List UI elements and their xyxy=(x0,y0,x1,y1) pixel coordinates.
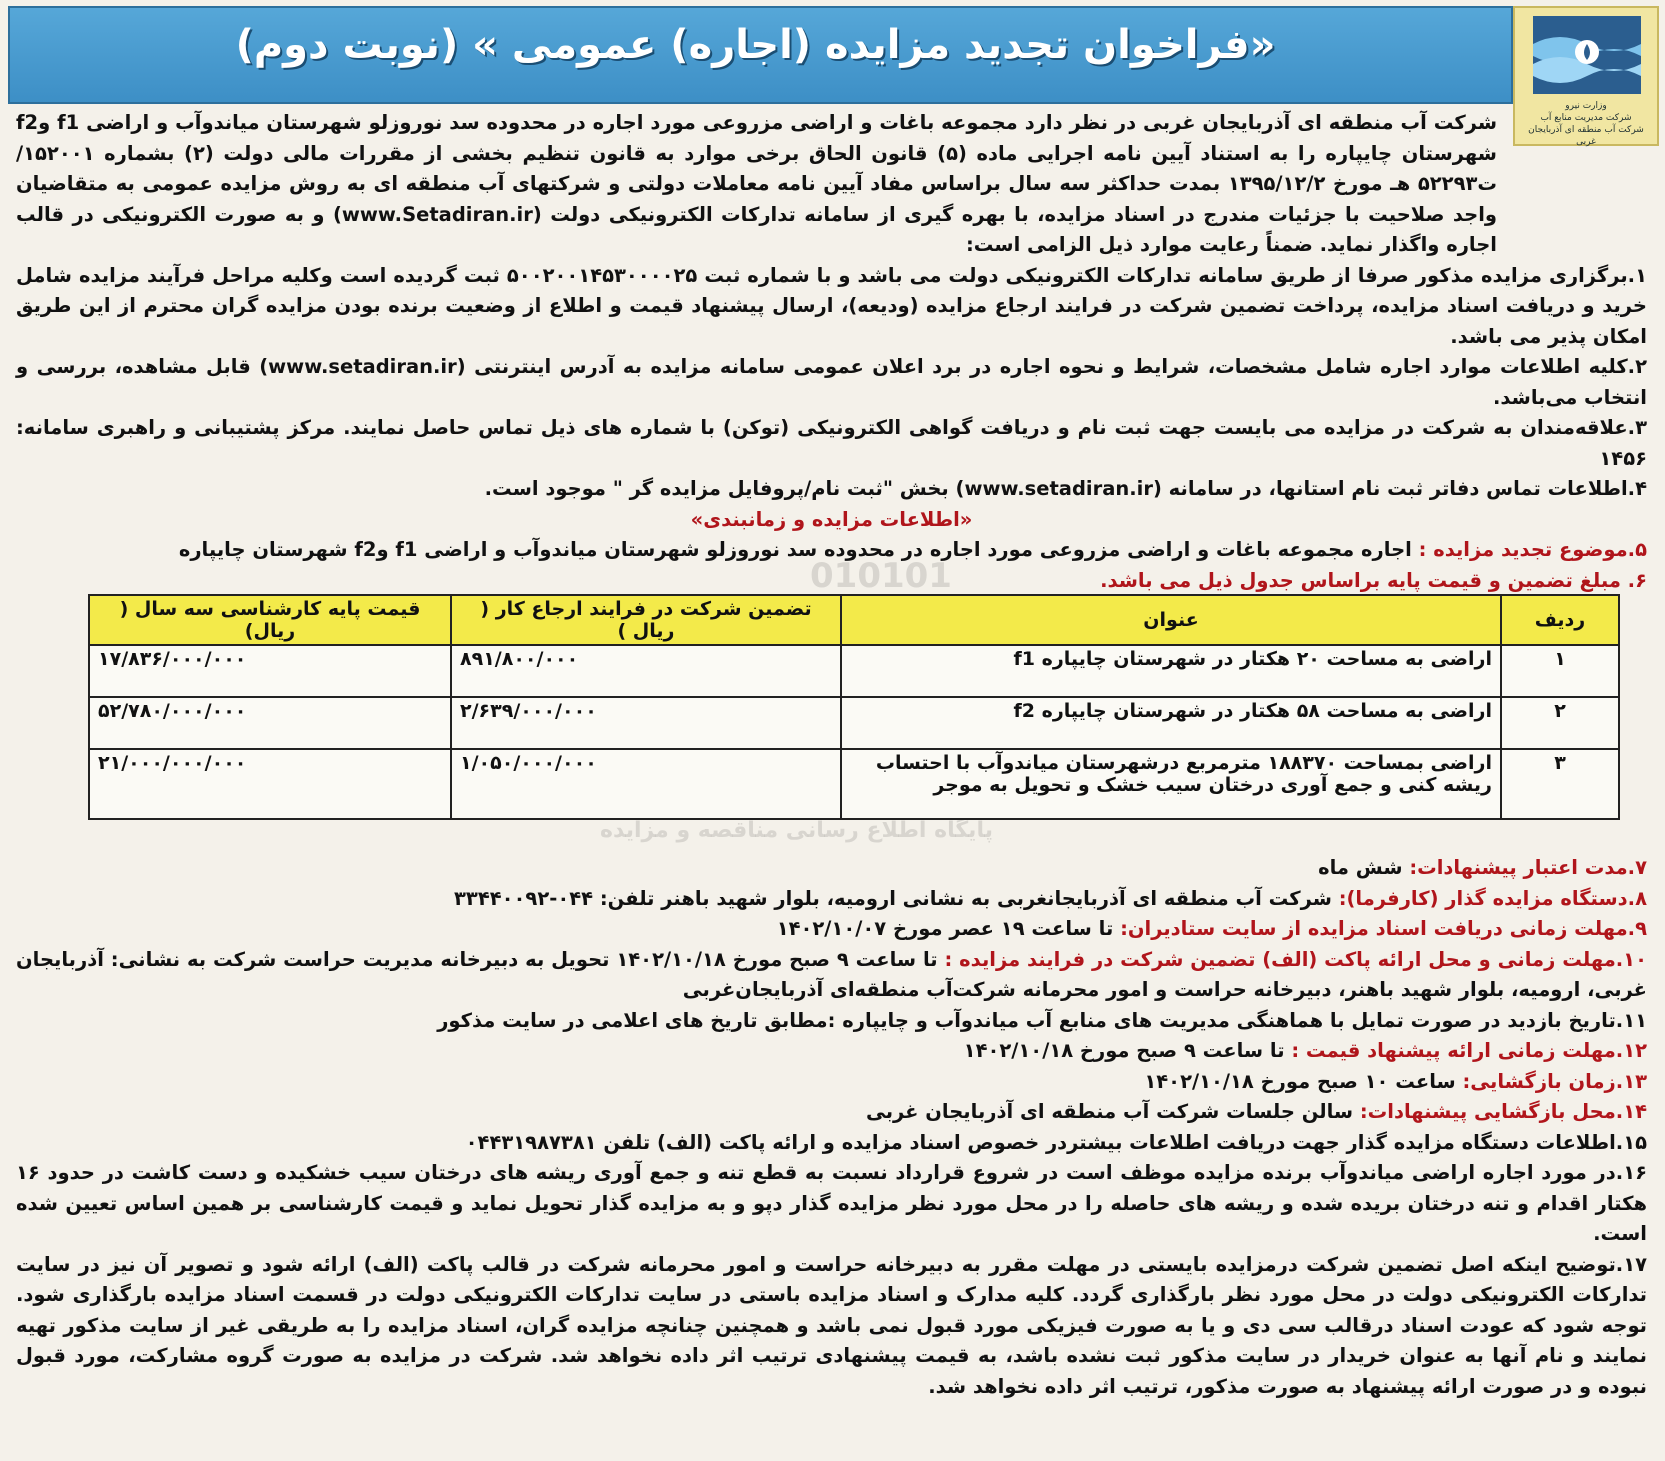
detail-item xyxy=(16,1036,1647,1067)
row-title: اراضی بمساحت ۱۸۸۳۷۰ مترمربع درشهرستان میاندوآب با احتساب ریشه کنی و جمع آوری درختان سیب خشک و تحویل به موجر xyxy=(841,749,1501,819)
row-base-price: ۱۷/۸۳۶/۰۰۰/۰۰۰ xyxy=(89,645,451,697)
detail-item xyxy=(16,1250,1647,1403)
water-logo-icon xyxy=(1533,16,1641,94)
item-6 xyxy=(16,566,1647,597)
detail-value: تا ساعت ۹ صبح مورخ ۱۴۰۲/۱۰/۱۸ xyxy=(963,1039,1292,1062)
detail-item xyxy=(16,884,1647,915)
detail-item xyxy=(16,1128,1647,1159)
header-banner xyxy=(8,6,1513,104)
detail-value: شرکت آب منطقه ای آذربایجانغربی به نشانی ارومیه، بلوار شهید باهنر تلفن: ۰۴۴-۳۳۴۴۰۰۹۲ xyxy=(454,886,1339,910)
section-title: «اطلاعات مزایده و زمانبندی» xyxy=(690,507,973,531)
details-list xyxy=(16,853,1647,1402)
detail-label: ۷.مدت اعتبار پیشنهادات: xyxy=(1409,856,1647,879)
detail-item xyxy=(16,1097,1647,1128)
detail-label: ۸.دستگاه مزایده گذار (کارفرما): xyxy=(1338,886,1647,910)
row-deposit: ۲/۶۳۹/۰۰۰/۰۰۰ xyxy=(451,697,841,749)
row-deposit: ۱/۰۵۰/۰۰۰/۰۰۰ xyxy=(451,749,841,819)
detail-value: ۱۱.تاریخ بازدید در صورت تمایل با هماهنگی مدیریت های منابع آب میاندوآب و چایپاره :مطابق تاریخ های اعلامی در سایت مذکور xyxy=(437,1008,1647,1032)
table-row xyxy=(89,645,1619,697)
col-header-base-price: قیمت پایه کارشناسی سه سال ( ریال) xyxy=(89,595,451,645)
rule-item: ۳.علاقه‌مندان به شرکت در مزایده می بایست جهت ثبت نام و دریافت گواهی الکترونیکی (توکن) با شماره های ذیل تماس حاصل نمایند. مرکز پشتیبانی و راهبری سامانه: ۱۴۵۶ xyxy=(16,416,1647,470)
intro-paragraph xyxy=(16,108,1647,261)
detail-value: ۱۵.اطلاعات دستگاه مزایده گذار جهت دریافت اطلاعات بیشتردر خصوص اسناد مزایده و ارائه پاکت (الف) تلفن ۰۴۴۳۱۹۸۷۳۸۱ xyxy=(465,1130,1647,1154)
row-number: ۳ xyxy=(1501,749,1619,819)
col-header-row-number: ردیف xyxy=(1501,595,1619,645)
detail-item xyxy=(16,1006,1647,1037)
company-name: شرکت آب منطقه ای آذربایجان غربی در نظر دارد xyxy=(1024,111,1497,134)
watermark-number: 010101 xyxy=(810,556,952,596)
detail-item xyxy=(16,1158,1647,1250)
detail-item xyxy=(16,945,1647,1006)
pricing-table xyxy=(90,594,1620,820)
detail-value: سالن جلسات شرکت آب منطقه ای آذربایجان غربی xyxy=(866,1100,1360,1123)
row-title: اراضی به مساحت ۲۰ هکتار در شهرستان چایپاره f1 xyxy=(841,645,1501,697)
table-row xyxy=(89,749,1619,819)
row-base-price: ۲۱/۰۰۰/۰۰۰/۰۰۰ xyxy=(89,749,451,819)
detail-label: ۱۲.مهلت زمانی ارائه پیشنهاد قیمت : xyxy=(1291,1039,1647,1062)
rule-item: ۱.برگزاری مزایده مذکور صرفا از طریق سامانه تدارکات الکترونیکی دولت می باشد و با شماره ثبت ۵۰۰۲۰۰۱۴۵۳۰۰۰۰۲۵ ثبت گردیده است وکلیه مراحل فرآیند مزایده شامل خرید و دریافت اسناد مزایده، پرداخت تضمین شرکت در فرایند ارجاع مزایده (ودیعه)، ارسال پیشنهاد قیمت و اطلاع از وضعیت برنده بودن مزایده گران محترم از این طریق امکان پذیر می باشد. xyxy=(16,263,1647,348)
detail-label: ۱۰.مهلت زمانی و محل ارائه پاکت (الف) تضمین شرکت در فرایند مزایده : xyxy=(944,947,1647,971)
rule-item: ۴.اطلاعات تماس دفاتر ثبت نام استانها، در سامانه (www.setadiran.ir) بخش "ثبت نام/پروفایل مزایده گر " موجود است. xyxy=(484,477,1647,500)
detail-value: ۱۷.توضیح اینکه اصل تضمین شرکت درمزایده بایستی در مهلت مقرر به دبیرخانه حراست و امور محرمانه شرکت در قالب پاکت (الف) ارائه شود و تصویر آن نیز در سایت تدارکات الکترونیکی دولت در محل مورد نظر بارگذاری گردد. کلیه مدارک و اسناد مزایده باستی در سایت تدارکات الکترونیکی دولت در قسمت اسناد مزایده بارگذاری شود. توجه شود که عودت اسناد درقالب سی دی و یا به صورت فیزیکی مورد قبول نمی باشد و همچنین چنانچه مزایده گران، اسناد مزایده را به طریقی غیر از سایت مذکور تهیه نمایند و نام آنها به عنوان خریدار در سایت مذکور ثبت نشده باشد، به قیمت پیشنهادی ترتیب اثر داده نخواهد شد. شرکت در مزایده به صورت گروه مشارکت، مورد قبول نبوده و در صورت ارائه پیشنهاد به صورت مذکور، ترتیب اثر داده نخواهد شد. xyxy=(16,1252,1647,1398)
notice-title: «فراخوان تجدید مزایده (اجاره) عمومی » (نوبت دوم) xyxy=(235,22,1276,68)
row-number: ۲ xyxy=(1501,697,1619,749)
detail-value: تا ساعت ۹ صبح مورخ ۱۴۰۲/۱۰/۱۸ تحویل به دبیرخانه مدیریت حراست شرکت به نشانی: آذربایجان غربی، ارومیه، بلوار شهید باهنر، دبیرخانه حراست و امور محرمانه شرکت‌آب منطقه‌ای آذربایجان‌غربی xyxy=(16,947,1647,1001)
item-6-label: ۶. مبلغ تضمین و قیمت پایه براساس جدول ذیل می باشد. xyxy=(1100,568,1647,592)
rule-item: ۲.کلیه اطلاعات موارد اجاره شامل مشخصات، شرایط و نحوه اجاره در برد اعلان عمومی سامانه مزایده به آدرس اینترنتی (www.setadiran.ir) قابل مشاهده، بررسی و انتخاب می‌باشد. xyxy=(16,355,1647,409)
item-5-value: اجاره مجموعه باغات و اراضی مزروعی مورد اجاره در محدوده سد نوروزلو شهرستان میاندوآب و اراضی f1 وf2 شهرستان چایپاره xyxy=(178,538,1412,561)
logo-text: وزارت نیرو شرکت مدیریت منابع آب شرکت آب منطقه ای آذربایجان غربی xyxy=(1528,101,1644,147)
detail-value: شش ماه xyxy=(1318,856,1410,879)
detail-item xyxy=(16,914,1647,945)
table-row xyxy=(89,697,1619,749)
table-header-row xyxy=(89,595,1619,645)
detail-value: ساعت ۱۰ صبح مورخ ۱۴۰۲/۱۰/۱۸ xyxy=(1144,1069,1463,1093)
detail-value: تا ساعت ۱۹ عصر مورخ ۱۴۰۲/۱۰/۰۷ xyxy=(776,917,1121,940)
row-base-price: ۵۲/۷۸۰/۰۰۰/۰۰۰ xyxy=(89,697,451,749)
detail-label: ۱۴.محل بازگشایی پیشنهادات: xyxy=(1359,1100,1647,1123)
item-5 xyxy=(16,535,1647,566)
row-deposit: ۸۹۱/۸۰۰/۰۰۰ xyxy=(451,645,841,697)
detail-value: ۱۶.در مورد اجاره اراضی میاندوآب برنده مزایده موظف است در شروع قرارداد نسبت به قطع تنه و جمع آوری ریشه های درختان سیب خشکیده و دست کاشت در حدود ۱۶ هکتار اقدام و تنه درختان بریده شده و ریشه های حاصله را در محل مورد نظر مزایده گذار دپو و به مزایده گذار تحویل نماید و قیمت کارشناسی بر همین اساس تعیین شده است. xyxy=(16,1161,1647,1245)
intro-text: مجموعه باغات و اراضی مزروعی مورد اجاره در محدوده سد نوروزلو شهرستان میاندوآب و اراضی f1 وf2 شهرستان چایپاره را به استناد آیین نامه اجرایی ماده (۵) قانون الحاق برخی موارد به قانون تنظیم بخشی از مقررات مالی دولت (۲) بشماره ۱۵۲۰۰۱/ت۵۲۲۹۳ هـ مورخ ۱۳۹۵/۱۲/۲ بمدت حداکثر سه سال براساس مفاد آیین نامه معاملات دولتی و شرکتهای آب منطقه ای به روش مزایده عمومی به متقاضیان واجد صلاحیت با جزئیات مندرج در اسناد مزایده، با بهره گیری از سامانه تدارکات الکترونیکی دولت (www.Setadiran.ir) و به صورت الکترونیکی در قالب اجاره واگذار نماید. ضمناً رعایت موارد ذیل الزامی است: xyxy=(16,111,1498,256)
col-header-title: عنوان xyxy=(841,595,1501,645)
row-title: اراضی به مساحت ۵۸ هکتار در شهرستان چایپاره f2 xyxy=(841,697,1501,749)
detail-label: ۹.مهلت زمانی دریافت اسناد مزایده از سایت ستادیران: xyxy=(1120,917,1647,940)
notice-body xyxy=(16,108,1647,596)
detail-item xyxy=(16,853,1647,884)
item-5-label: ۵.موضوع تجدید مزایده : xyxy=(1418,538,1647,561)
row-number: ۱ xyxy=(1501,645,1619,697)
detail-label: ۱۳.زمان بازگشایی: xyxy=(1462,1069,1647,1093)
watermark-site: پایگاه اطلاع رسانی مناقصه و مزایده xyxy=(600,818,993,843)
detail-item xyxy=(16,1067,1647,1098)
col-header-deposit: تضمین شرکت در فرایند ارجاع کار ( ریال ) xyxy=(451,595,841,645)
